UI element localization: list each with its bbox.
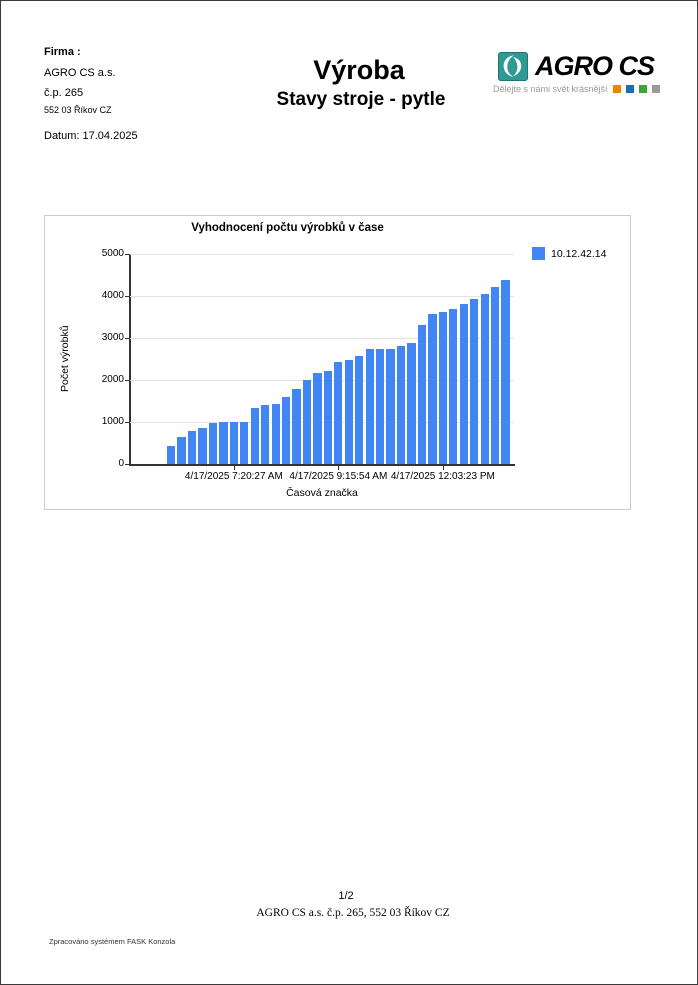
company-logo	[498, 51, 654, 82]
bar	[334, 362, 342, 464]
legend-swatch	[532, 247, 545, 260]
gridline	[130, 254, 514, 255]
x-axis-line	[129, 464, 515, 466]
bar	[240, 422, 248, 464]
bar	[418, 325, 426, 464]
chart-legend	[532, 247, 606, 260]
bar	[177, 437, 185, 464]
bar	[251, 408, 259, 464]
x-tick-label: 4/17/2025 7:20:27 AM	[184, 471, 283, 482]
y-tick-label: 2000	[101, 374, 124, 385]
x-tick	[338, 466, 339, 470]
bar	[209, 423, 217, 464]
logo-mark	[652, 85, 660, 93]
y-tick	[125, 464, 130, 465]
y-tick-label: 5000	[101, 248, 124, 259]
bar	[449, 309, 457, 464]
bar	[292, 389, 300, 464]
bar	[407, 343, 415, 464]
bar	[261, 405, 269, 464]
bar	[355, 356, 363, 464]
logo-mark	[626, 85, 634, 93]
y-tick	[125, 296, 130, 297]
bar	[198, 428, 206, 464]
page-title: Výroba	[313, 55, 405, 85]
company-name: AGRO CS a.s.	[44, 67, 116, 79]
bar	[303, 380, 311, 464]
x-tick	[234, 466, 235, 470]
bar	[376, 349, 384, 464]
bar	[366, 349, 374, 464]
x-tick-label: 4/17/2025 12:03:23 PM	[390, 471, 495, 482]
bar	[481, 294, 489, 464]
report-date: Datum: 17.04.2025	[44, 130, 138, 142]
logo-tagline-row	[493, 84, 660, 94]
bar	[230, 422, 238, 464]
logo-brand-text: AGRO CS	[535, 51, 655, 81]
y-tick	[125, 338, 130, 339]
bar	[167, 446, 175, 464]
y-axis-title: Počet výrobků	[59, 325, 71, 393]
page-subtitle: Stavy stroje - pytle	[276, 89, 446, 110]
y-tick-label: 0	[118, 458, 124, 469]
company-city: 552 03 Říkov CZ	[44, 105, 112, 115]
logo-tagline: Dělejte s námi svět krásnější	[493, 84, 608, 94]
footer-address: AGRO CS a.s. č.p. 265, 552 03 Říkov CZ	[256, 907, 450, 919]
y-tick-label: 4000	[101, 290, 124, 301]
y-tick	[125, 254, 130, 255]
x-axis-title: Časová značka	[286, 487, 358, 499]
legend-label: 10.12.42.14	[551, 247, 607, 260]
plot-area	[101, 248, 514, 499]
company-number: č.p. 265	[44, 87, 84, 99]
bar	[428, 314, 436, 464]
chart-container	[44, 215, 631, 510]
x-tick-label: 4/17/2025 9:15:54 AM	[289, 471, 388, 482]
y-tick-label: 3000	[101, 332, 124, 343]
bar	[219, 422, 227, 464]
bar	[491, 287, 499, 464]
bar	[439, 312, 447, 464]
bar	[188, 431, 196, 464]
y-axis-line	[129, 254, 131, 465]
agro-cs-swirl-icon	[498, 52, 528, 81]
bar	[272, 404, 280, 464]
y-tick	[125, 422, 130, 423]
y-tick-label: 1000	[101, 416, 124, 427]
bar	[313, 373, 321, 464]
page-number: 1/2	[338, 890, 354, 902]
bar	[282, 397, 290, 464]
bar	[324, 371, 332, 464]
logo-color-marks	[613, 85, 660, 93]
bar	[386, 349, 394, 464]
gridline	[130, 296, 514, 297]
chart-title: Vyhodnocení počtu výrobků v čase	[191, 222, 384, 234]
logo-mark	[613, 85, 621, 93]
bar	[501, 280, 509, 464]
y-tick	[125, 380, 130, 381]
x-tick	[443, 466, 444, 470]
generator-credit: Zpracováno systémem FASK Konzola	[49, 937, 176, 946]
bar	[345, 360, 353, 464]
firma-label: Firma :	[44, 46, 81, 58]
bar	[460, 304, 468, 464]
logo-mark	[639, 85, 647, 93]
bar	[470, 299, 478, 464]
bar	[397, 346, 405, 464]
